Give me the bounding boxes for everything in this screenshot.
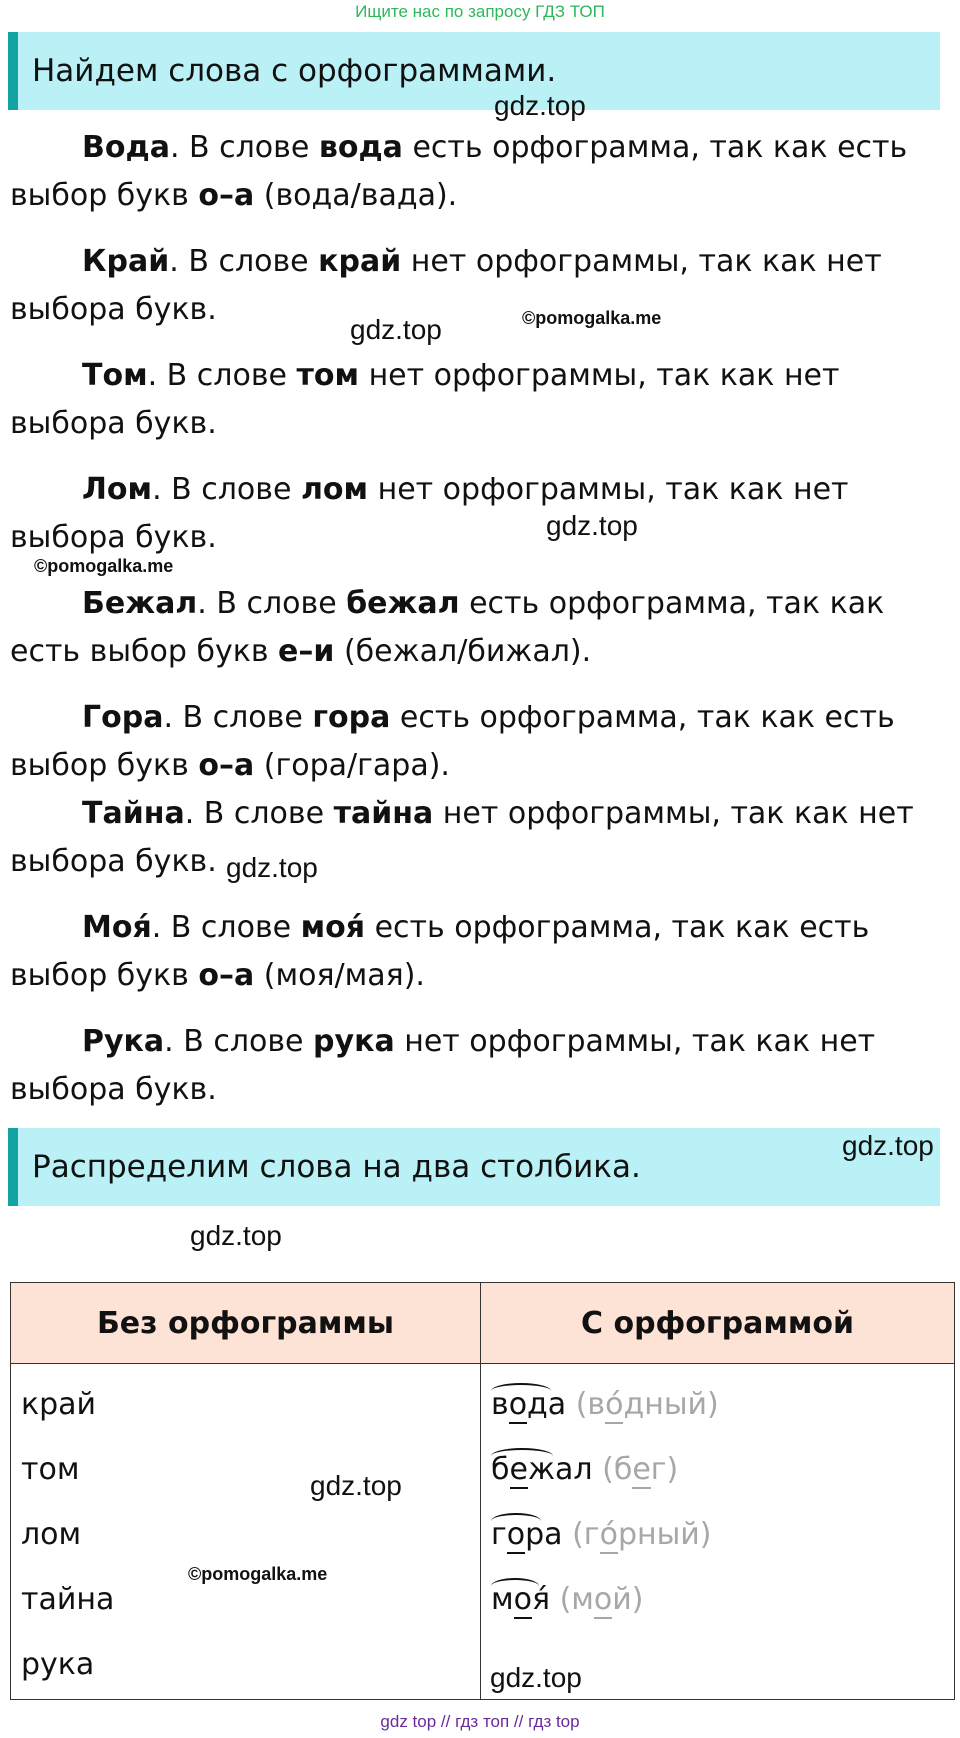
watermark-gdz: gdz.top xyxy=(190,1220,282,1251)
watermark-gdz: gdz.top xyxy=(226,852,318,883)
header-with-orthogram: С орфограммой xyxy=(481,1283,955,1364)
root-arc xyxy=(491,1448,553,1464)
paragraph-tayna: Тайна. В слове тайна нет орфограммы, так как нет выбора букв. xyxy=(10,796,914,879)
paragraph-tom: Том. В слове том нет орфограммы, так как нет выбора букв. xyxy=(10,358,840,441)
watermark-gdz: gdz.top xyxy=(350,314,442,345)
list-item xyxy=(491,1437,954,1502)
words-table xyxy=(10,1282,955,1700)
check-word: (во́дный) xyxy=(566,1387,719,1422)
paragraph-kray: Край. В слове край нет орфограммы, так как нет выбора букв. xyxy=(10,244,882,327)
watermark-pomogalka: ©pomogalka.me xyxy=(34,556,174,576)
paragraph-lom: Лом. В слове лом нет орфограммы, так как нет выбора букв. xyxy=(10,472,849,555)
list-item: лом xyxy=(21,1517,82,1552)
watermark-gdz: gdz.top xyxy=(494,90,586,121)
paragraph-moya: Моя́. В слове моя́ есть орфограмма, так как есть выбор букв о–а (моя/мая). xyxy=(10,910,870,993)
list-item: рука xyxy=(21,1647,95,1682)
header-without-orthogram: Без орфограммы xyxy=(11,1283,481,1364)
list-item xyxy=(491,1502,954,1567)
root-arc xyxy=(491,1383,551,1399)
list-item: тайна xyxy=(21,1582,115,1617)
check-word: (го́рный) xyxy=(562,1517,712,1552)
list-item: том xyxy=(21,1452,80,1487)
list-item xyxy=(491,1372,954,1437)
list-item xyxy=(491,1567,954,1632)
heading-text: Найдем слова с орфограммами. xyxy=(32,53,557,89)
column-with-orthogram xyxy=(481,1364,955,1700)
column-without-orthogram xyxy=(11,1364,481,1700)
list-item: край xyxy=(21,1387,97,1422)
word-gora: гора xyxy=(491,1517,563,1552)
watermark-gdz: gdz.top xyxy=(546,510,638,541)
paragraph-gora: Гора. В слове гора есть орфограмма, так как есть выбор букв о–а (гора/гара). xyxy=(10,700,895,783)
watermark-gdz: gdz.top xyxy=(310,1470,402,1501)
watermark-pomogalka: ©pomogalka.me xyxy=(188,1564,328,1584)
paragraph-voda: Вода. В слове вода есть орфограмма, так как есть выбор букв о–а (вода/вада). xyxy=(10,130,908,213)
word-bezhal: бежал xyxy=(491,1452,593,1487)
heading-text: Распределим слова на два столбика. xyxy=(32,1149,641,1185)
word-voda: вода xyxy=(491,1387,566,1422)
section-heading-distribute xyxy=(8,1128,940,1206)
check-word: (бег) xyxy=(592,1452,679,1487)
watermark-gdz: gdz.top xyxy=(842,1130,934,1161)
footer-links[interactable]: gdz top // гдз топ // гдз top xyxy=(380,1712,580,1731)
paragraph-bezhal: Бежал. В слове бежал есть орфограмма, так как есть выбор букв е–и (бежал/бижал). xyxy=(10,586,885,669)
root-arc xyxy=(491,1513,541,1529)
top-banner[interactable]: Ищите нас по запросу ГДЗ ТОП xyxy=(355,2,605,21)
word-moya: моя́ xyxy=(491,1582,550,1617)
section-heading-find-words xyxy=(8,32,940,110)
watermark-pomogalka: ©pomogalka.me xyxy=(522,308,662,328)
watermark-gdz: gdz.top xyxy=(490,1662,582,1693)
check-word: (мой) xyxy=(550,1582,644,1617)
root-arc xyxy=(491,1578,539,1594)
paragraph-ruka: Рука. В слове рука нет орфограммы, так как нет выбора букв. xyxy=(10,1024,876,1107)
